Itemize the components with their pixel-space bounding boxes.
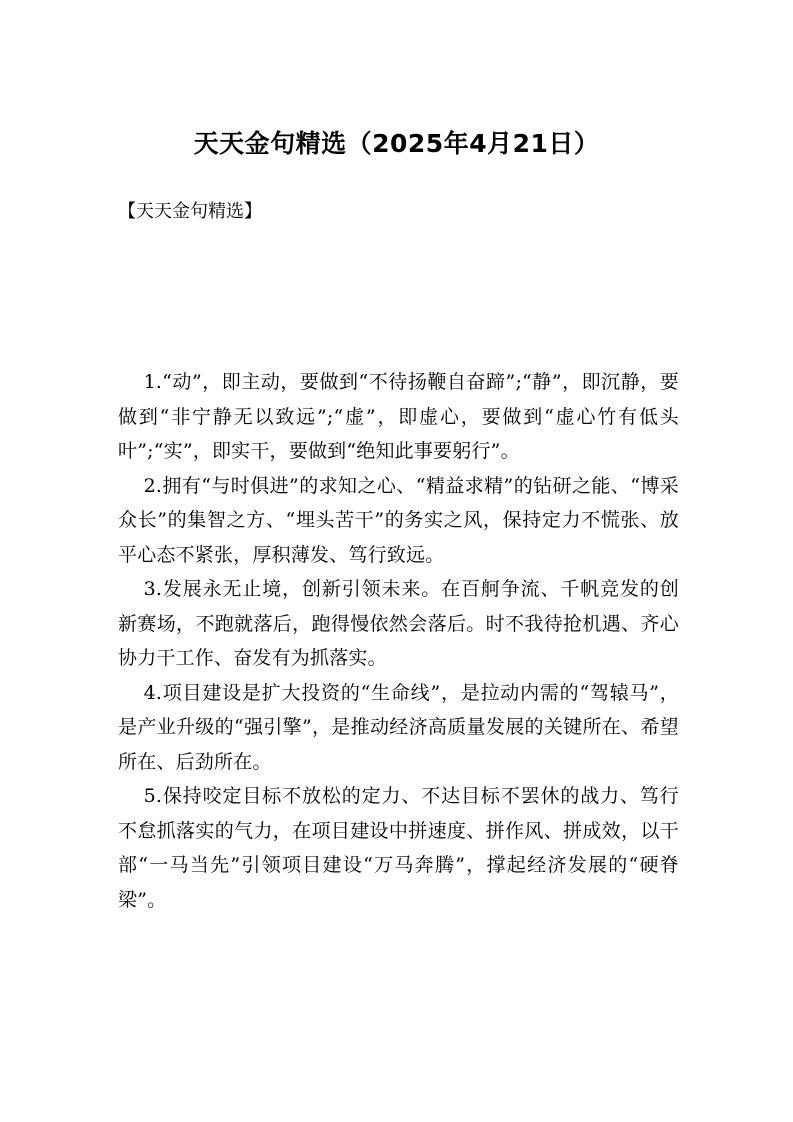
quote-paragraph: 2.拥有“与时俱进”的求知之心、“精益求精”的钻研之能、“博采众长”的集智之方、“埋头苦干”的务实之风，保持定力不慌张、放平心态不紧张，厚积薄发、笃行致远。 — [118, 474, 679, 566]
quote-paragraph: 4.项目建设是扩大投资的“生命线”，是拉动内需的“驾辕马”，是产业升级的“强引擎”，是推动经济高质量发展的关键所在、希望所在、后劲所在。 — [118, 681, 679, 773]
quote-list — [118, 365, 679, 917]
section-label: 【天天金句精选】 — [118, 201, 262, 222]
page-title: 天天金句精选（2025年4月21日） — [193, 129, 600, 158]
quote-paragraph: 3.发展永无止境，创新引领未来。在百舸争流、千帆竞发的创新赛场，不跑就落后，跑得慢依然会落后。时不我待抢机遇、齐心协力干工作、奋发有为抓落实。 — [118, 578, 679, 669]
quote-paragraph: 5.保持咬定目标不放松的定力、不达目标不罢休的战力、笃行不怠抓落实的气力，在项目建设中拼速度、拼作风、拼成效，以干部“一马当先”引领项目建设“万马奔腾”，撑起经济发展的“硬脊梁”。 — [118, 785, 679, 911]
quote-paragraph: 1.“动”，即主动，要做到“不待扬鞭自奋蹄”;“静”，即沉静，要做到“非宁静无以致远”;“虚”，即虚心，要做到“虚心竹有低头叶”;“实”，即实干，要做到“绝知此事要躬行”。 — [118, 371, 679, 462]
